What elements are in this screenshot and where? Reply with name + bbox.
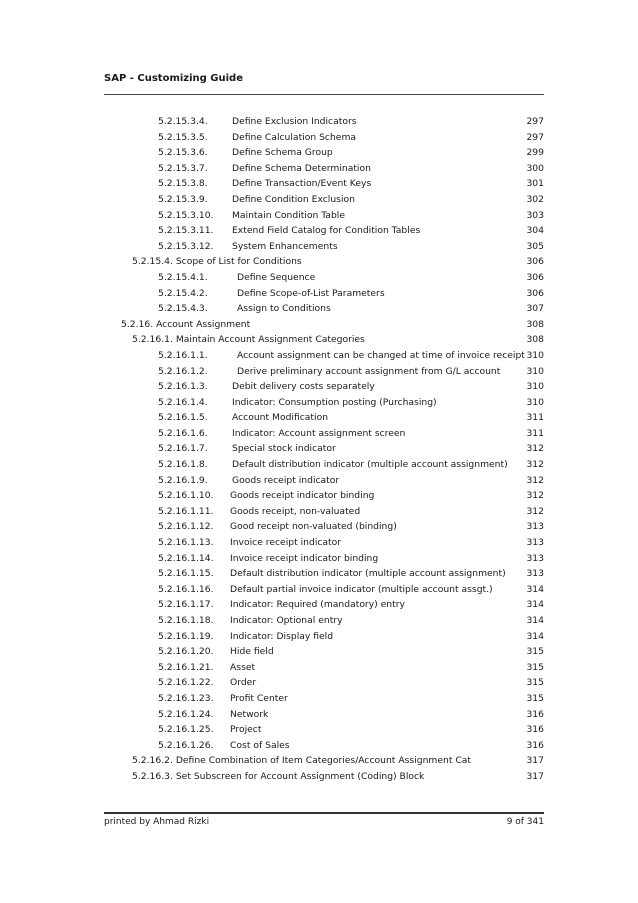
toc-entry-number: 5.2.16.1.24. — [158, 708, 214, 720]
toc-entry-title: Invoice receipt indicator binding — [230, 552, 379, 564]
toc-entry — [0, 473, 638, 489]
toc-entry-number: 5.2.16.1.13. — [158, 537, 214, 549]
toc-entry-title: Indicator: Optional entry — [230, 615, 343, 626]
toc-entry — [0, 130, 638, 146]
toc-entry-page: 317 — [526, 770, 544, 782]
toc-entry — [0, 176, 638, 192]
toc-entry — [0, 691, 638, 707]
toc-entry-page: 314 — [526, 630, 544, 642]
toc-entry-page: 315 — [526, 661, 544, 673]
toc-entry — [0, 707, 638, 723]
toc-entry-page: 301 — [526, 178, 544, 190]
toc-entry-page: 297 — [526, 131, 544, 143]
toc-entry-page: 312 — [526, 490, 544, 502]
toc-entry-title: Invoice receipt indicator — [230, 537, 342, 549]
toc-entry-title: Derive preliminary account assignment from G/L account — [237, 365, 501, 377]
toc-entry-title: 5.2.16.3. Set Subscreen for Account Assignment (Coding) Block — [132, 770, 425, 782]
toc-entry — [0, 161, 638, 177]
toc-entry-number: 5.2.16.1.3. — [158, 381, 208, 393]
toc-entry — [0, 114, 638, 130]
toc-entry-title: Indicator: Account assignment screen — [232, 427, 406, 439]
toc-entry-number: 5.2.16.1.23. — [158, 692, 214, 704]
toc-entry-page: 313 — [526, 537, 544, 549]
toc-entry-page: 310 — [526, 381, 544, 393]
toc-entry-page: 316 — [526, 708, 544, 720]
toc-entry-title: Asset — [230, 661, 256, 673]
toc-entry-title: Indicator: Consumption posting (Purchasing) — [232, 396, 437, 408]
toc-entry-title: 5.2.15.4. Scope of List for Conditions — [132, 256, 302, 268]
toc-entry-title: Network — [230, 708, 269, 720]
toc-entry-title: System Enhancements — [232, 240, 338, 252]
toc-entry-title: Default distribution indicator (multiple account assignment) — [230, 568, 506, 580]
toc-entry-title: Assign to Conditions — [237, 303, 331, 315]
toc-entry-number: 5.2.16.1.18. — [158, 615, 214, 626]
toc-entry-page: 315 — [526, 677, 544, 689]
toc-entry-page: 310 — [526, 349, 544, 361]
toc-entry-page: 312 — [526, 459, 544, 471]
toc-entry-page: 311 — [526, 427, 544, 439]
toc-entry-page: 316 — [526, 724, 544, 736]
toc-entry-page: 303 — [526, 209, 544, 221]
toc-entry-title: Good receipt non-valuated (binding) — [230, 521, 397, 533]
toc-entry-title: Order — [230, 677, 257, 689]
toc-entry-title: Cost of Sales — [230, 739, 290, 751]
toc-entry-number: 5.2.16.1.10. — [158, 490, 214, 502]
toc-entry-page: 306 — [526, 287, 544, 299]
toc-entry — [0, 660, 638, 676]
toc-entry-title: Debit delivery costs separately — [232, 381, 375, 393]
toc-entry-title: 5.2.16.1. Maintain Account Assignment Categories — [132, 334, 365, 346]
toc-entry — [0, 379, 638, 395]
toc-entry-page: 314 — [526, 599, 544, 611]
toc-entry — [0, 519, 638, 535]
toc-entry — [0, 566, 638, 582]
toc-entry-number: 5.2.16.1.26. — [158, 739, 214, 751]
toc-entry — [0, 364, 638, 380]
toc-entry-number: 5.2.15.4.3. — [158, 303, 208, 315]
toc-entry — [0, 441, 638, 457]
toc-entry — [0, 675, 638, 691]
toc-entry-number: 5.2.15.3.12. — [158, 240, 214, 252]
toc-entry-number: 5.2.15.3.5. — [158, 131, 208, 143]
toc-entry — [0, 426, 638, 442]
toc-entry-page: 299 — [526, 147, 544, 159]
toc-entry-number: 5.2.16.1.17. — [158, 599, 214, 611]
toc-entry-title: 5.2.16. Account Assignment — [121, 318, 251, 330]
toc-entry — [0, 629, 638, 645]
toc-entry-title: Special stock indicator — [232, 443, 336, 455]
page-number: 9 of 341 — [506, 817, 544, 827]
toc-entry-number: 5.2.16.1.5. — [158, 412, 208, 424]
toc-entry-page: 312 — [526, 474, 544, 486]
toc-entry-page: 297 — [526, 116, 544, 127]
toc-entry — [0, 395, 638, 411]
toc-entry-number: 5.2.15.3.9. — [158, 193, 208, 205]
toc-entry-number: 5.2.16.1.12. — [158, 521, 214, 533]
toc-entry — [0, 145, 638, 161]
toc-entry-page: 305 — [526, 240, 544, 252]
toc-entry — [0, 223, 638, 239]
toc-entry — [0, 254, 638, 270]
toc-entry-title: Maintain Condition Table — [232, 209, 345, 221]
toc-entry-title: Indicator: Display field — [230, 630, 334, 642]
toc-entry-title: Goods receipt indicator — [232, 474, 340, 486]
toc-entry-number: 5.2.15.3.8. — [158, 178, 208, 190]
toc-entry-number: 5.2.16.1.22. — [158, 677, 214, 689]
toc-entry — [0, 644, 638, 660]
toc-entry-page: 317 — [526, 755, 544, 767]
toc-entry-number: 5.2.16.1.25. — [158, 724, 214, 736]
toc-entry-title: Define Schema Group — [232, 147, 333, 159]
toc-entry — [0, 457, 638, 473]
toc-entry-number: 5.2.16.1.21. — [158, 661, 214, 673]
toc-entry — [0, 301, 638, 317]
toc-entry-page: 315 — [526, 646, 544, 658]
toc-entry-title: 5.2.16.2. Define Combination of Item Categories/Account Assignment Cat — [132, 755, 471, 767]
toc-entry-page: 313 — [526, 521, 544, 533]
toc-entry-number: 5.2.16.1.2. — [158, 365, 208, 377]
toc-entry-page: 300 — [526, 162, 544, 174]
footer-divider — [104, 812, 544, 814]
toc-entry-page: 308 — [526, 334, 544, 346]
toc-entry — [0, 239, 638, 255]
toc-entry-title: Account Modification — [232, 412, 329, 424]
toc-entry — [0, 738, 638, 754]
toc-entry-number: 5.2.16.1.4. — [158, 396, 208, 408]
toc-entry-number: 5.2.16.1.8. — [158, 459, 208, 471]
toc-entry-title: Goods receipt, non-valuated — [230, 505, 361, 517]
toc-entry-number: 5.2.16.1.15. — [158, 568, 214, 580]
toc-entry-title: Profit Center — [230, 692, 288, 704]
toc-entry — [0, 192, 638, 208]
toc-entry-number: 5.2.15.3.10. — [158, 209, 214, 221]
toc-entry-number: 5.2.16.1.1. — [158, 349, 208, 361]
toc-entry-title: Hide field — [230, 646, 274, 658]
toc-entry — [0, 410, 638, 426]
toc-entry-page: 302 — [526, 193, 544, 205]
toc-entry-number: 5.2.16.1.19. — [158, 630, 214, 642]
toc-entry — [0, 613, 638, 629]
toc-entry-title: Default distribution indicator (multiple account assignment) — [232, 459, 508, 471]
toc-entry — [0, 582, 638, 598]
toc-entry-page: 315 — [526, 692, 544, 704]
toc-entry-title: Account assignment can be changed at time of invoice receipt — [237, 349, 525, 361]
toc-entry-title: Define Calculation Schema — [232, 131, 357, 143]
toc-entry-page: 311 — [526, 412, 544, 424]
toc-entry-page: 306 — [526, 271, 544, 283]
toc-entry-number: 5.2.16.1.16. — [158, 583, 214, 595]
toc-entry — [0, 551, 638, 567]
table-of-contents — [0, 114, 638, 785]
toc-entry-number: 5.2.15.3.4. — [158, 116, 208, 127]
toc-entry — [0, 597, 638, 613]
toc-entry-title: Extend Field Catalog for Condition Tables — [232, 225, 421, 237]
toc-entry — [0, 208, 638, 224]
toc-entry-title: Define Scope-of-List Parameters — [237, 287, 385, 299]
toc-entry — [0, 270, 638, 286]
toc-entry — [0, 753, 638, 769]
toc-entry-page: 314 — [526, 615, 544, 626]
toc-entry-page: 310 — [526, 396, 544, 408]
header-divider — [104, 94, 544, 95]
toc-entry-page: 307 — [526, 303, 544, 315]
toc-entry-number: 5.2.16.1.9. — [158, 474, 208, 486]
document-title: SAP - Customizing Guide — [104, 73, 243, 84]
toc-entry — [0, 504, 638, 520]
toc-entry-number: 5.2.16.1.6. — [158, 427, 208, 439]
toc-entry-page: 313 — [526, 552, 544, 564]
toc-entry-page: 304 — [526, 225, 544, 237]
toc-entry-number: 5.2.16.1.7. — [158, 443, 208, 455]
toc-entry-page: 316 — [526, 739, 544, 751]
toc-entry — [0, 722, 638, 738]
toc-entry-title: Indicator: Required (mandatory) entry — [230, 599, 405, 611]
toc-entry-number: 5.2.15.4.1. — [158, 271, 208, 283]
toc-entry-number: 5.2.16.1.11. — [158, 505, 214, 517]
toc-entry-title: Define Schema Determination — [232, 162, 371, 174]
toc-entry-page: 312 — [526, 505, 544, 517]
toc-entry-page: 308 — [526, 318, 544, 330]
toc-entry-title: Default partial invoice indicator (multiple account assgt.) — [230, 583, 493, 595]
toc-entry-title: Define Condition Exclusion — [232, 193, 355, 205]
toc-entry-number: 5.2.15.4.2. — [158, 287, 208, 299]
toc-entry-number: 5.2.15.3.11. — [158, 225, 214, 237]
toc-entry-page: 314 — [526, 583, 544, 595]
toc-entry-page: 306 — [526, 256, 544, 268]
printed-by-text: printed by Ahmad Rizki — [104, 817, 210, 827]
toc-entry-number: 5.2.16.1.20. — [158, 646, 214, 658]
toc-entry-title: Define Transaction/Event Keys — [232, 178, 372, 190]
toc-entry — [0, 286, 638, 302]
toc-entry — [0, 769, 638, 785]
toc-entry-title: Project — [230, 724, 262, 736]
toc-entry-page: 312 — [526, 443, 544, 455]
toc-entry-title: Define Sequence — [237, 271, 316, 283]
toc-entry — [0, 332, 638, 348]
toc-entry-number: 5.2.15.3.7. — [158, 162, 208, 174]
toc-entry-title: Goods receipt indicator binding — [230, 490, 375, 502]
toc-entry-number: 5.2.16.1.14. — [158, 552, 214, 564]
toc-entry — [0, 348, 638, 364]
toc-entry-page: 313 — [526, 568, 544, 580]
toc-entry-title: Define Exclusion Indicators — [232, 116, 357, 127]
toc-entry-page: 310 — [526, 365, 544, 377]
toc-entry — [0, 535, 638, 551]
toc-entry-number: 5.2.15.3.6. — [158, 147, 208, 159]
toc-entry — [0, 488, 638, 504]
toc-entry — [0, 317, 638, 333]
